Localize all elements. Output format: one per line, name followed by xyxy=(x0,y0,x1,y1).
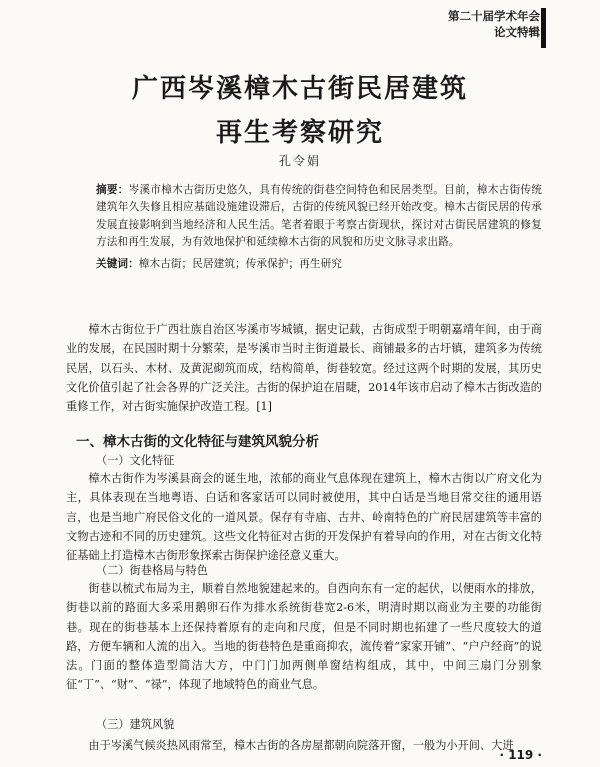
author: 孔令娟 xyxy=(278,154,321,168)
section-1-heading: 一、樟木古街的文化特征与建筑风貌分析 xyxy=(76,434,319,450)
header-bar xyxy=(541,8,546,48)
abstract xyxy=(96,182,542,251)
subsection-1-heading: （一）文化特征 xyxy=(96,454,175,467)
subsection-2-text: 街巷以梳式布局为主，顺着自然地貌建起来的。自西向东有一定的起伏，以便雨水的排放，街巷以前的路面大多采用鹅卵石作为排水系统街巷宽2-6米，明清时期以商业为主要的功能街巷。现在的街巷基本上还保持着原有的走向和尺度，但是不同时期也拓建了一些尺度较大的道路，方便车辆和人流的出入。当地的街巷特色是重商抑农，流传着“家家开铺”、“户户经商”的说法。门面的整体造型简洁大方，中门门加两侧单窗结构组成，其中，中间三扇门分别象征“丁”、“财”、“禄”，体现了地域特色的商业气息。 xyxy=(66,582,542,692)
keywords-text: 樟木古街；民居建筑；传承保护；再生研究 xyxy=(138,258,342,270)
subsection-2-heading: （二）街巷格局与特色 xyxy=(96,564,208,577)
intro-paragraph: 樟木古街位于广西壮族自治区岑溪市岑城镇，据史记载，古街成型于明朝嘉靖年间，由于商业的发展，在民国时期十分繁荣，是岑溪市当时主街道最长、商铺最多的古圩镇，建筑多为传统民居，以石头、木材、及黄泥砌筑而成，结构简单，街巷较宽。经过这两个时期的发展，其历史文化价值引起了社会各界的广泛关注。古街的保护迫在眉睫，2014年该市启动了樟木古街改造的重修工作，对古街实施保护改造工程。[1] xyxy=(66,323,542,414)
subsection-1-text: 樟木古街作为岑溪县商会的诞生地，浓郁的商业气息体现在建筑上，樟木古街以广府文化为主，具体表现在当地粤语、白话和客家话可以同时被使用，其中白话是当地目常交往的通用语言，也是当地广府民俗文化的一道风景。保存有寺庙、古井、岭南特色的广府民居建筑等丰富的文物古迹和不同的历史建筑。这些文化特征对古街的开发保护有着导向的作用，对在古街文化特征基础上打造樟木古街形象探索古街保护途径意义重大。 xyxy=(66,472,542,563)
title-line-2: 再生考察研究 xyxy=(215,118,384,148)
header-line-2: 论文特辑 xyxy=(494,25,540,39)
page-number: · 119 · xyxy=(499,748,542,762)
header-line-1: 第二十届学术年会 xyxy=(448,9,540,23)
subsection-3-heading: （三）建筑风貌 xyxy=(96,718,175,731)
subsection-3-text: 由于岑溪气候炎热风雨常至，樟木古街的各房屋都朝向院落开窗，一般为小开间、大进 xyxy=(88,739,514,752)
keywords-label: 关键词： xyxy=(96,258,139,270)
abstract-label: 摘要： xyxy=(96,184,129,196)
journal-header xyxy=(380,8,540,40)
title-line-1: 广西岑溪樟木古街民居建筑 xyxy=(131,74,468,104)
abstract-text: 岑溪市樟木古街历史悠久，具有传统的街巷空间特色和民居类型。目前，樟木古街传统建筑年久失修且相应基础设施建设滞后，古街的传统风貌已经开始改变。樟木古街民居的传承发展直接影响到当地经济和人民生活。笔者着眼于考察古街现状，探讨对古街民居建筑的修复方法和再生发展，为有效地保护和延续樟木古街的风貌和历史文脉寻求出路。 xyxy=(96,184,542,248)
keywords xyxy=(96,256,542,273)
